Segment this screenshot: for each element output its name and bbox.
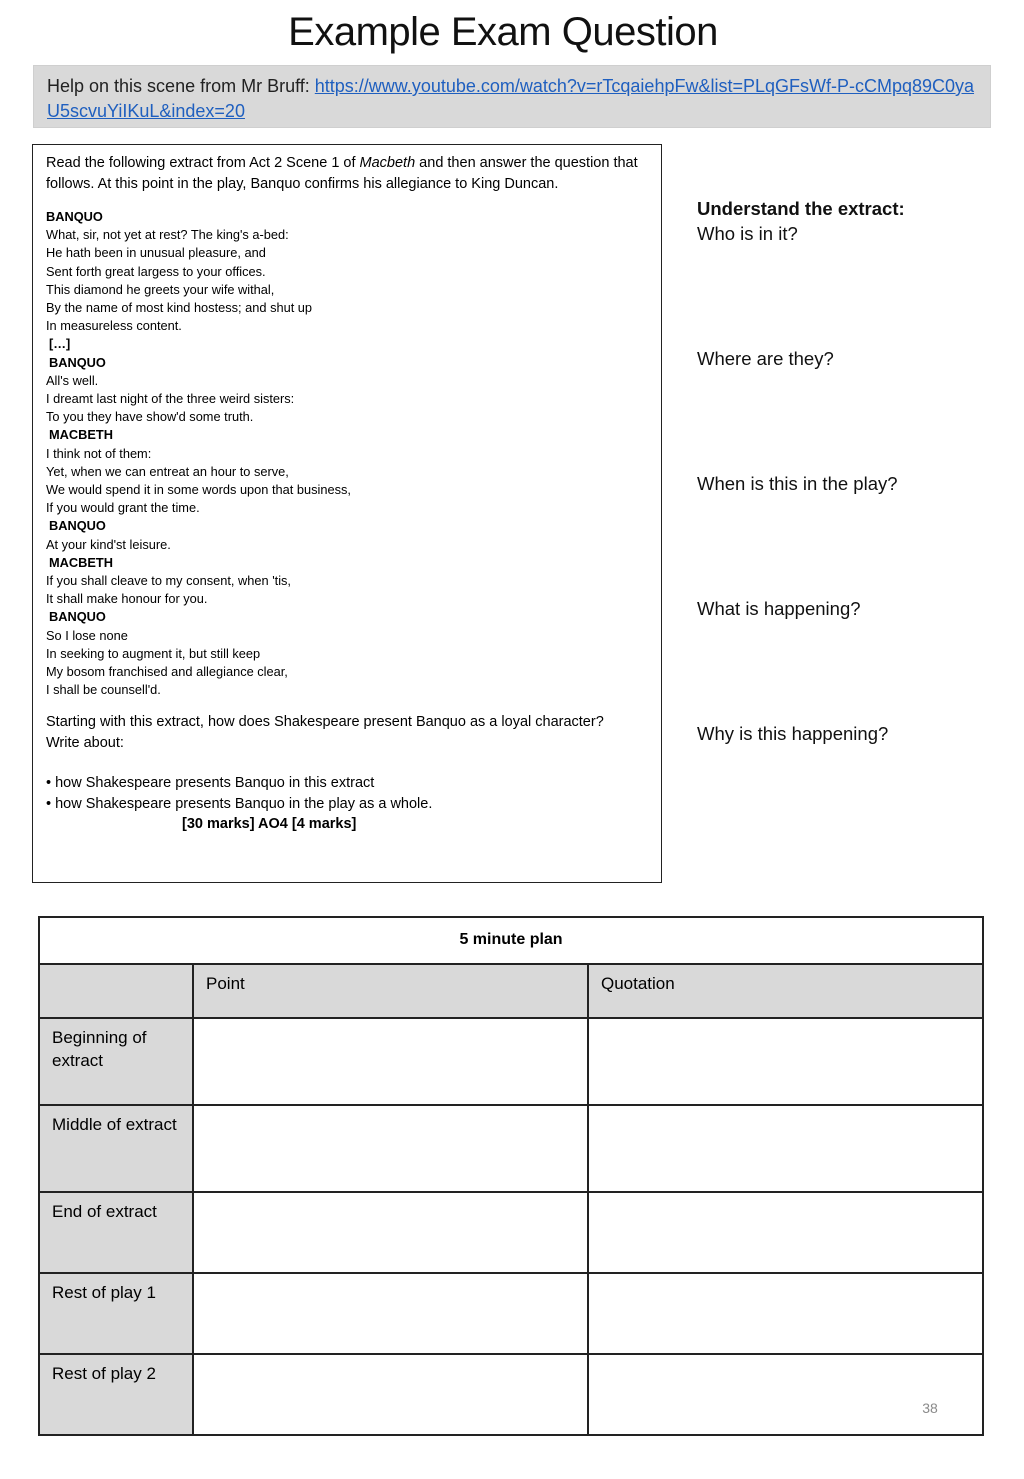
point-cell[interactable] bbox=[193, 1018, 588, 1105]
question-text: Starting with this extract, how does Shakespeare present Banquo as a loyal character? bbox=[46, 714, 604, 731]
speaker-label: BANQUO bbox=[49, 518, 106, 534]
speaker-label: MACBETH bbox=[49, 427, 113, 443]
row-label: Rest of play 1 bbox=[39, 1273, 193, 1354]
verse-line: What, sir, not yet at rest? The king's a-bed: bbox=[46, 227, 289, 243]
column-header-quotation: Quotation bbox=[588, 964, 983, 1018]
verse-line: He hath been in unusual pleasure, and bbox=[46, 245, 266, 261]
row-label: Rest of play 2 bbox=[39, 1354, 193, 1435]
understand-title: Understand the extract: bbox=[697, 198, 905, 219]
verse-line: If you would grant the time. bbox=[46, 500, 200, 516]
bullet-item: • how Shakespeare presents Banquo in this extract bbox=[46, 775, 375, 792]
quotation-cell[interactable] bbox=[588, 1192, 983, 1273]
column-header-point: Point bbox=[193, 964, 588, 1018]
verse-line: By the name of most kind hostess; and shut up bbox=[46, 300, 313, 316]
page-number: 38 bbox=[922, 1400, 938, 1416]
verse-line: In measureless content. bbox=[46, 318, 182, 334]
speaker-label: BANQUO bbox=[49, 354, 106, 370]
row-label: Beginning of extract bbox=[39, 1018, 193, 1105]
verse-line: To you they have show'd some truth. bbox=[46, 409, 254, 425]
verse-line: At your kind'st leisure. bbox=[46, 536, 171, 552]
speaker-label: BANQUO bbox=[49, 609, 106, 625]
verse-line: I shall be counsell'd. bbox=[46, 682, 161, 698]
quotation-cell[interactable] bbox=[588, 1018, 983, 1105]
quotation-cell[interactable] bbox=[588, 1105, 983, 1192]
prompt-why: Why is this happening? bbox=[697, 723, 889, 744]
speaker-label: BANQUO bbox=[46, 209, 103, 224]
speaker-label: […] bbox=[49, 336, 71, 352]
speaker-label: MACBETH bbox=[49, 554, 113, 570]
bullet-item: • how Shakespeare presents Banquo in the play as a whole. bbox=[46, 795, 433, 812]
verse-line: In seeking to augment it, but still keep bbox=[46, 645, 261, 661]
point-cell[interactable] bbox=[193, 1273, 588, 1354]
row-label: Middle of extract bbox=[39, 1105, 193, 1192]
help-prefix: Help on this scene from Mr Bruff: bbox=[47, 76, 315, 96]
marks: [30 marks] AO4 [4 marks] bbox=[182, 816, 357, 833]
intro-text: Read the following extract from Act 2 Scene 1 of bbox=[46, 155, 360, 171]
extract-box bbox=[32, 144, 662, 883]
page-title: Example Exam Question bbox=[288, 10, 718, 54]
write-about: Write about: bbox=[46, 734, 124, 751]
point-cell[interactable] bbox=[193, 1105, 588, 1192]
verse-line: My bosom franchised and allegiance clear, bbox=[46, 664, 288, 680]
prompt-what: What is happening? bbox=[697, 598, 861, 619]
point-cell[interactable] bbox=[193, 1354, 588, 1435]
extract-text bbox=[46, 208, 648, 699]
understand-heading bbox=[697, 196, 997, 221]
intro-text-end: and then answer the question that follows. At this point in the play, Banquo confirms his allegiance to King Duncan. bbox=[46, 155, 638, 192]
prompt-who: Who is in it? bbox=[697, 223, 798, 244]
quotation-cell[interactable] bbox=[588, 1273, 983, 1354]
prompt-where: Where are they? bbox=[697, 348, 834, 369]
quotation-cell[interactable] bbox=[588, 1354, 983, 1435]
verse-line: This diamond he greets your wife withal, bbox=[46, 281, 275, 297]
verse-line: So I lose none bbox=[46, 627, 128, 643]
prompt-when: When is this in the play? bbox=[697, 473, 898, 494]
verse-line: If you shall cleave to my consent, when 'tis, bbox=[46, 573, 291, 589]
extract-intro bbox=[46, 153, 648, 194]
verse-line: I think not of them: bbox=[46, 445, 152, 461]
youtube-link[interactable]: https://www.youtube.com/watch?v=rTcqaiehpFw&list=PLqGFsWf-P-cCMpq89C0yaU5scvuYiIKuL&index=20 bbox=[47, 76, 975, 121]
verse-line: Yet, when we can entreat an hour to serve, bbox=[46, 463, 289, 479]
plan-title: 5 minute plan bbox=[39, 917, 983, 964]
bullet-list bbox=[46, 773, 648, 814]
verse-line: It shall make honour for you. bbox=[46, 591, 208, 607]
help-bar bbox=[33, 65, 991, 128]
verse-line: Sent forth great largess to your offices. bbox=[46, 263, 266, 279]
plan-table bbox=[38, 916, 984, 1436]
verse-line: I dreamt last night of the three weird sisters: bbox=[46, 391, 295, 407]
verse-line: All's well. bbox=[46, 372, 99, 388]
play-title: Macbeth bbox=[359, 155, 416, 171]
header-blank-cell bbox=[39, 964, 193, 1018]
verse-line: We would spend it in some words upon that business, bbox=[46, 482, 351, 498]
point-cell[interactable] bbox=[193, 1192, 588, 1273]
row-label: End of extract bbox=[39, 1192, 193, 1273]
